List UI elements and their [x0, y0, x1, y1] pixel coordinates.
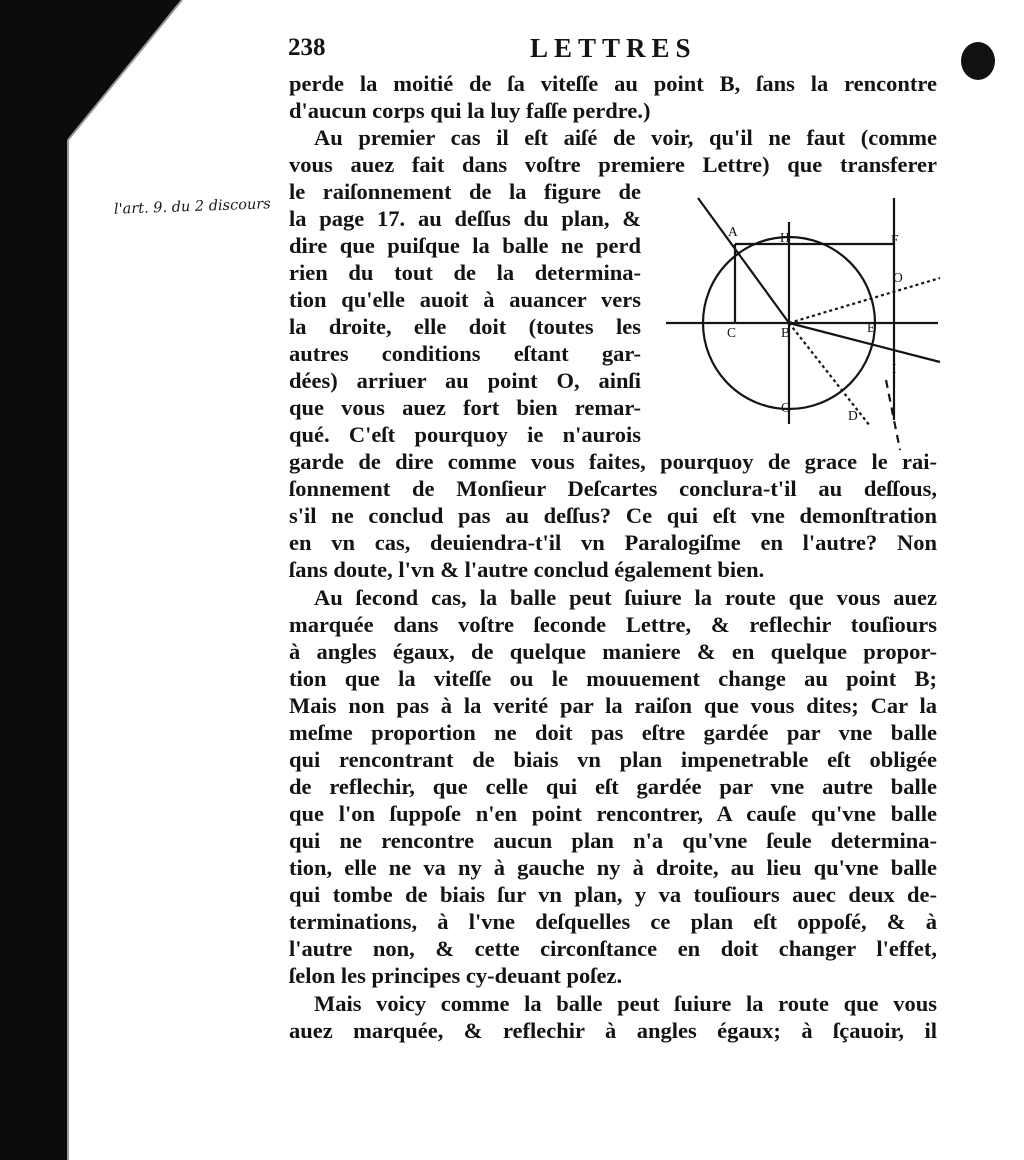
text-line: meſme proportion ne doit pas eſtre gardée par vne balle: [289, 720, 937, 745]
text-line: Au ſecond cas, la balle peut ſuiure la route que vous auez: [314, 585, 937, 610]
text-line: de reflechir, que celle qui eſt gardée par vne autre balle: [289, 774, 937, 799]
handwritten-margin-note: l'art. 9. du 2 discours: [113, 196, 271, 218]
figure-label-h: H: [780, 230, 790, 245]
text-line: terminations, à l'vne deſquelles ce plan eſt oppoſé, & à: [289, 909, 937, 934]
text-line: la droite, elle doit (toutes les: [289, 314, 641, 339]
text-line: dire que puiſque la balle ne perd: [289, 233, 641, 258]
text-line: la page 17. au deſſus du plan, &: [289, 206, 641, 231]
text-line: dées) arriuer au point O, ainſi: [289, 368, 641, 393]
text-line: qui ne rencontre aucun plan n'a qu'vne ſeule determina-: [289, 828, 937, 853]
text-line: perde la moitié de ſa viteſſe au point B, ſans la rencontre: [289, 71, 937, 96]
text-line: Mais voicy comme la balle peut ſuiure la route que vous: [314, 991, 937, 1016]
text-line: garde de dire comme vous faites, pourquoy de grace le rai-: [289, 449, 937, 474]
text-line: d'aucun corps qui la luy faſſe perdre.): [289, 98, 651, 123]
text-line: qué. C'eſt pourquoy ie n'aurois: [289, 422, 641, 447]
text-line: autres conditions eſtant gar-: [289, 341, 641, 366]
text-line: marquée dans voſtre ſeconde Lettre, & reflechir touſiours: [289, 612, 937, 637]
figure-label-a: A: [728, 224, 738, 239]
figure-label-i: I: [892, 361, 897, 376]
text-line: ſelon les principes cy-deuant poſez.: [289, 963, 623, 988]
text-line: ſans doute, l'vn & l'autre conclud également bien.: [289, 557, 765, 582]
text-line: Au premier cas il eſt aiſé de voir, qu'il ne faut (comme: [314, 125, 937, 150]
figure-label-f: F: [891, 232, 899, 247]
text-line: à angles égaux, de quelque maniere & en quelque propor-: [289, 639, 937, 664]
text-line: vous auez fait dans voſtre premiere Lettre) que transferer: [289, 152, 937, 177]
text-line: tion qu'elle auoit à auancer vers: [289, 287, 641, 312]
text-line: en vn cas, deuiendra-t'il vn Paralogiſme en l'autre? Non: [289, 530, 937, 555]
figure-label-e: E: [867, 320, 876, 335]
figure-label-c: C: [727, 325, 737, 340]
figure-dotted-ray: [789, 278, 940, 323]
text-line: ſonnement de Monſieur Deſcartes conclura-t'il au deſſous,: [289, 476, 937, 501]
ink-blot: [958, 40, 998, 82]
figure-label-b: B: [781, 325, 791, 340]
text-line: qui rencontrant de biais vn plan impenetrable eſt obligée: [289, 747, 937, 772]
text-line: le raiſonnement de la figure de: [289, 179, 641, 204]
text-line: qui tombe de biais ſur vn plan, y va touſiours auec deux de-: [289, 882, 937, 907]
page-number: 238: [288, 34, 326, 61]
text-line: tion que la viteſſe ou le mouuement change au point B;: [289, 666, 937, 691]
geometric-figure: [648, 180, 948, 460]
text-line: Mais non pas à la verité par la raiſon que vous dites; Car la: [289, 693, 937, 718]
figure-label-g: G: [781, 400, 791, 415]
figure-refracted-ray: [789, 323, 940, 362]
figure-drawing: [648, 180, 948, 460]
text-line: auez marquée, & reflechir à angles égaux; à ſçauoir, il: [289, 1018, 937, 1043]
text-line: tion, elle ne va ny à gauche ny à droite, au lieu qu'vne balle: [289, 855, 937, 880]
text-line: s'il ne conclud pas au deſſus? Ce qui eſt vne demonſtration: [289, 503, 937, 528]
figure-label-d: D: [848, 408, 858, 423]
text-line: l'autre non, & cette circonſtance en doit changer l'effet,: [289, 936, 937, 961]
text-line: que vous auez fort bien remar-: [289, 395, 641, 420]
figure-label-o: O: [893, 270, 903, 285]
figure-incident-ray: [698, 198, 789, 323]
text-line: rien du tout de la determina-: [289, 260, 641, 285]
running-head: LETTRES: [530, 33, 697, 63]
text-line: que l'on ſuppoſe n'en point rencontrer, A cauſe qu'vne balle: [289, 801, 937, 826]
